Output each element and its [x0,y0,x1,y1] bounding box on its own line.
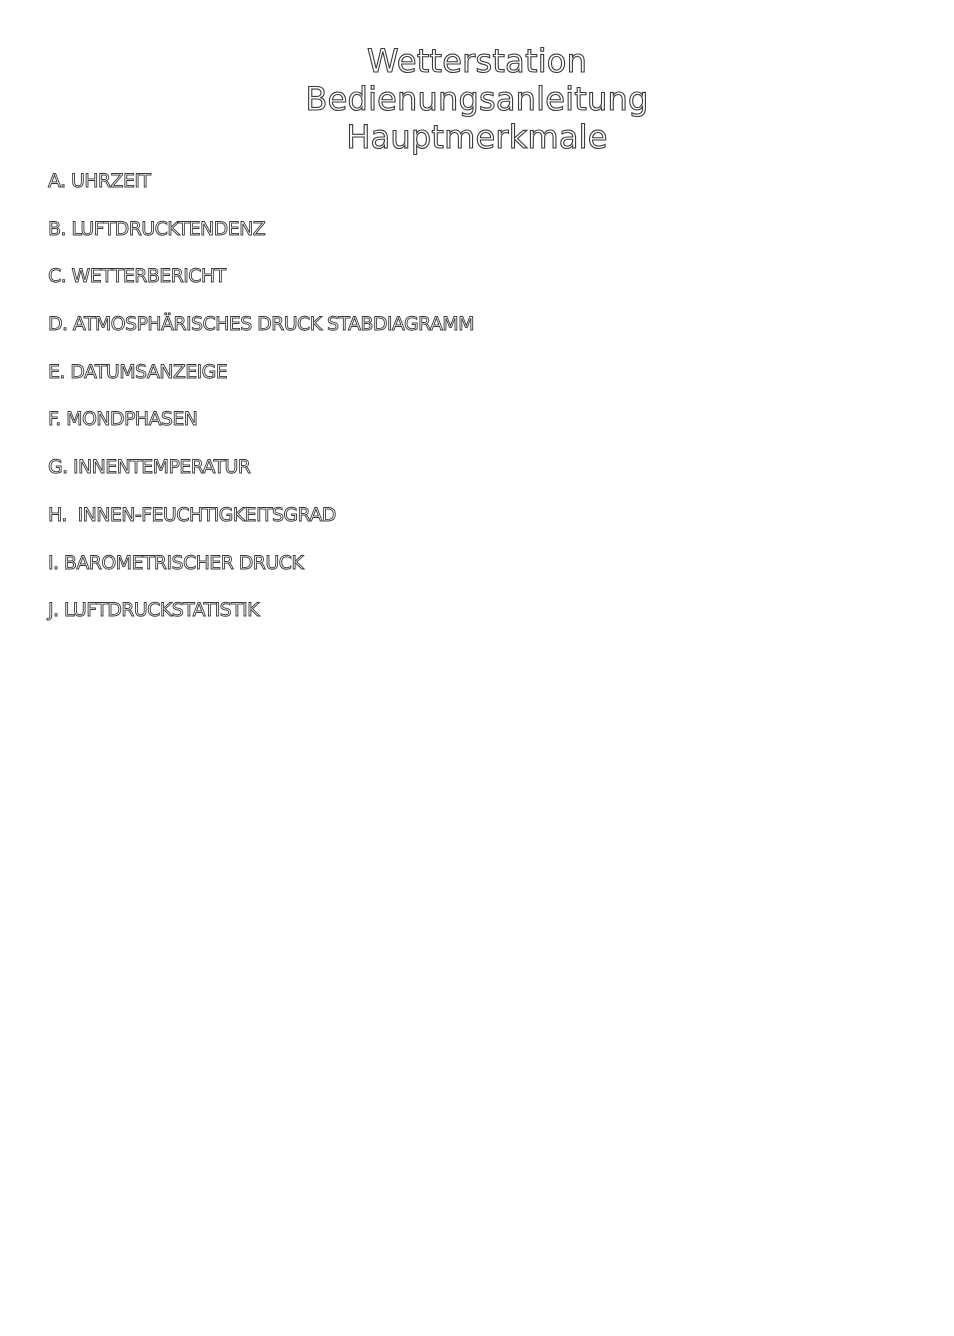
document-title [0,42,954,156]
feature-item-barometric-pressure: I. BAROMETRISCHER DRUCK [48,551,304,574]
feature-item-date-display: E. DATUMSANZEIGE [48,360,228,383]
feature-item-pressure-trend: B. LUFTDRUCKTENDENZ [48,217,266,240]
title-line-manual: Bedienungsanleitung [305,80,649,118]
feature-item-indoor-temperature: G. INNENTEMPERATUR [48,456,251,479]
feature-item-moon-phases: F. MONDPHASEN [48,408,198,431]
feature-item-pressure-statistics: J. LUFTDRUCKSTATISTIK [48,599,259,622]
feature-item-pressure-bar-chart: D. ATMOSPHÄRISCHES DRUCK STABDIAGRAMM [48,313,474,336]
feature-item-weather-forecast: C. WETTERBERICHT [48,265,226,288]
feature-item-time: A. UHRZEIT [48,170,151,192]
feature-list [48,168,474,645]
title-line-product: Wetterstation [366,42,588,80]
title-line-features: Hauptmerkmale [346,118,608,156]
feature-item-indoor-humidity: H. INNEN-FEUCHTIGKEITSGRAD [48,503,336,526]
